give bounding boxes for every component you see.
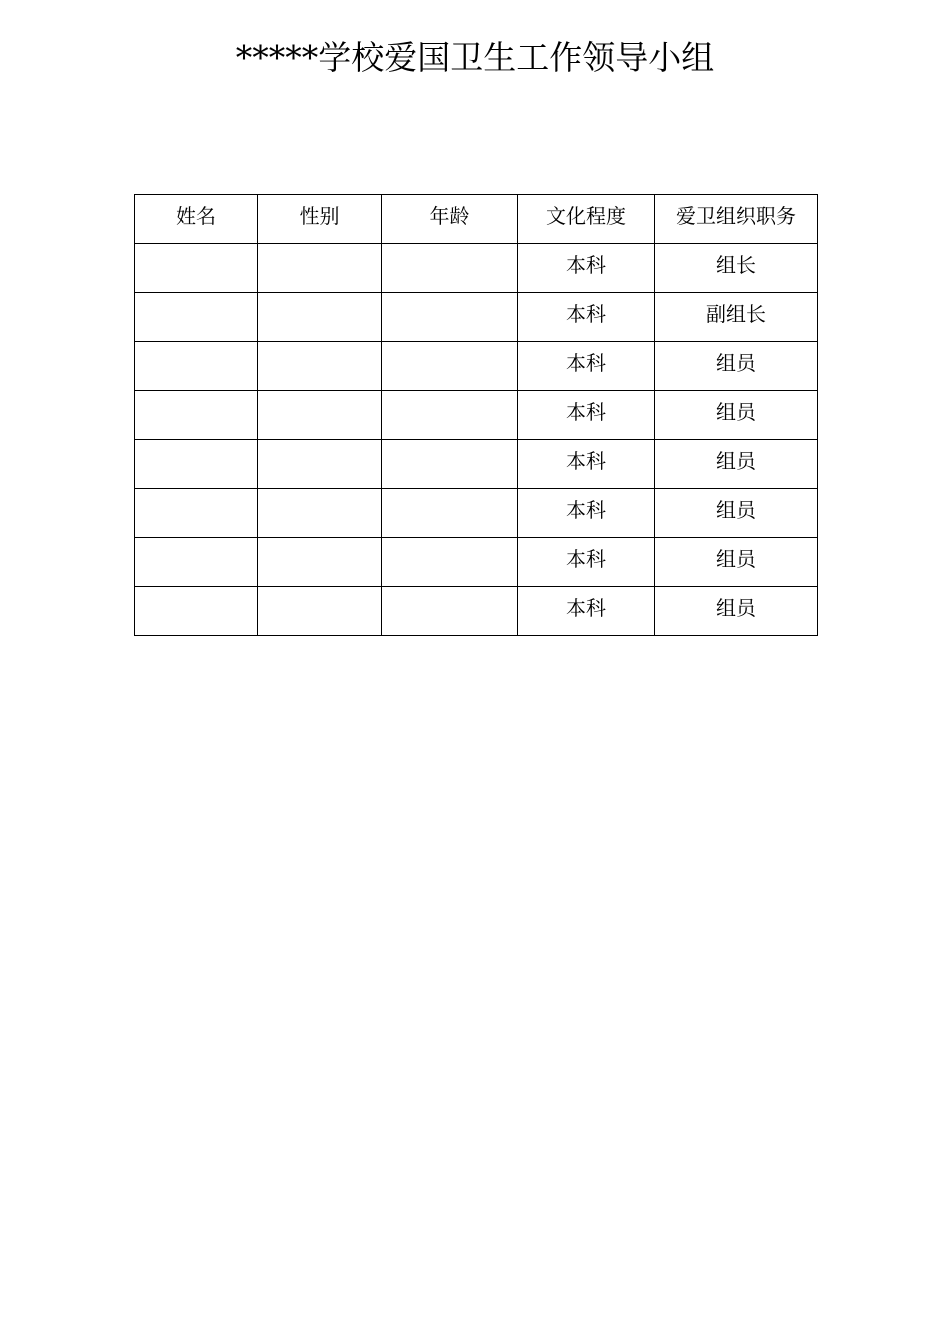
table-header-row — [135, 195, 818, 244]
cell-name — [135, 391, 258, 440]
cell-position: 组员 — [655, 587, 818, 636]
header-age: 年龄 — [382, 195, 518, 244]
cell-position: 组员 — [655, 342, 818, 391]
cell-position: 组员 — [655, 391, 818, 440]
cell-gender — [258, 489, 382, 538]
cell-age — [382, 587, 518, 636]
cell-education: 本科 — [518, 440, 655, 489]
leadership-group-table — [134, 194, 818, 636]
cell-age — [382, 342, 518, 391]
cell-name — [135, 538, 258, 587]
cell-education: 本科 — [518, 293, 655, 342]
cell-education: 本科 — [518, 244, 655, 293]
cell-name — [135, 440, 258, 489]
cell-education: 本科 — [518, 587, 655, 636]
cell-age — [382, 293, 518, 342]
cell-name — [135, 342, 258, 391]
cell-gender — [258, 342, 382, 391]
table-row — [135, 244, 818, 293]
cell-name — [135, 587, 258, 636]
cell-education: 本科 — [518, 538, 655, 587]
cell-education: 本科 — [518, 342, 655, 391]
header-position: 爱卫组织职务 — [655, 195, 818, 244]
cell-education: 本科 — [518, 391, 655, 440]
cell-age — [382, 489, 518, 538]
table-row — [135, 342, 818, 391]
table-row — [135, 538, 818, 587]
cell-gender — [258, 293, 382, 342]
cell-position: 组员 — [655, 440, 818, 489]
cell-position: 副组长 — [655, 293, 818, 342]
header-name: 姓名 — [135, 195, 258, 244]
cell-name — [135, 293, 258, 342]
cell-gender — [258, 391, 382, 440]
table-row — [135, 293, 818, 342]
table-row — [135, 489, 818, 538]
cell-age — [382, 244, 518, 293]
cell-gender — [258, 244, 382, 293]
cell-position: 组员 — [655, 489, 818, 538]
table-row — [135, 587, 818, 636]
table-row — [135, 391, 818, 440]
cell-gender — [258, 538, 382, 587]
cell-education: 本科 — [518, 489, 655, 538]
cell-gender — [258, 440, 382, 489]
document-title: *****学校爱国卫生工作领导小组 — [235, 38, 715, 77]
cell-name — [135, 489, 258, 538]
cell-position: 组长 — [655, 244, 818, 293]
cell-age — [382, 391, 518, 440]
cell-age — [382, 440, 518, 489]
cell-name — [135, 244, 258, 293]
cell-age — [382, 538, 518, 587]
header-education: 文化程度 — [518, 195, 655, 244]
header-gender: 性别 — [258, 195, 382, 244]
cell-position: 组员 — [655, 538, 818, 587]
cell-gender — [258, 587, 382, 636]
table-row — [135, 440, 818, 489]
